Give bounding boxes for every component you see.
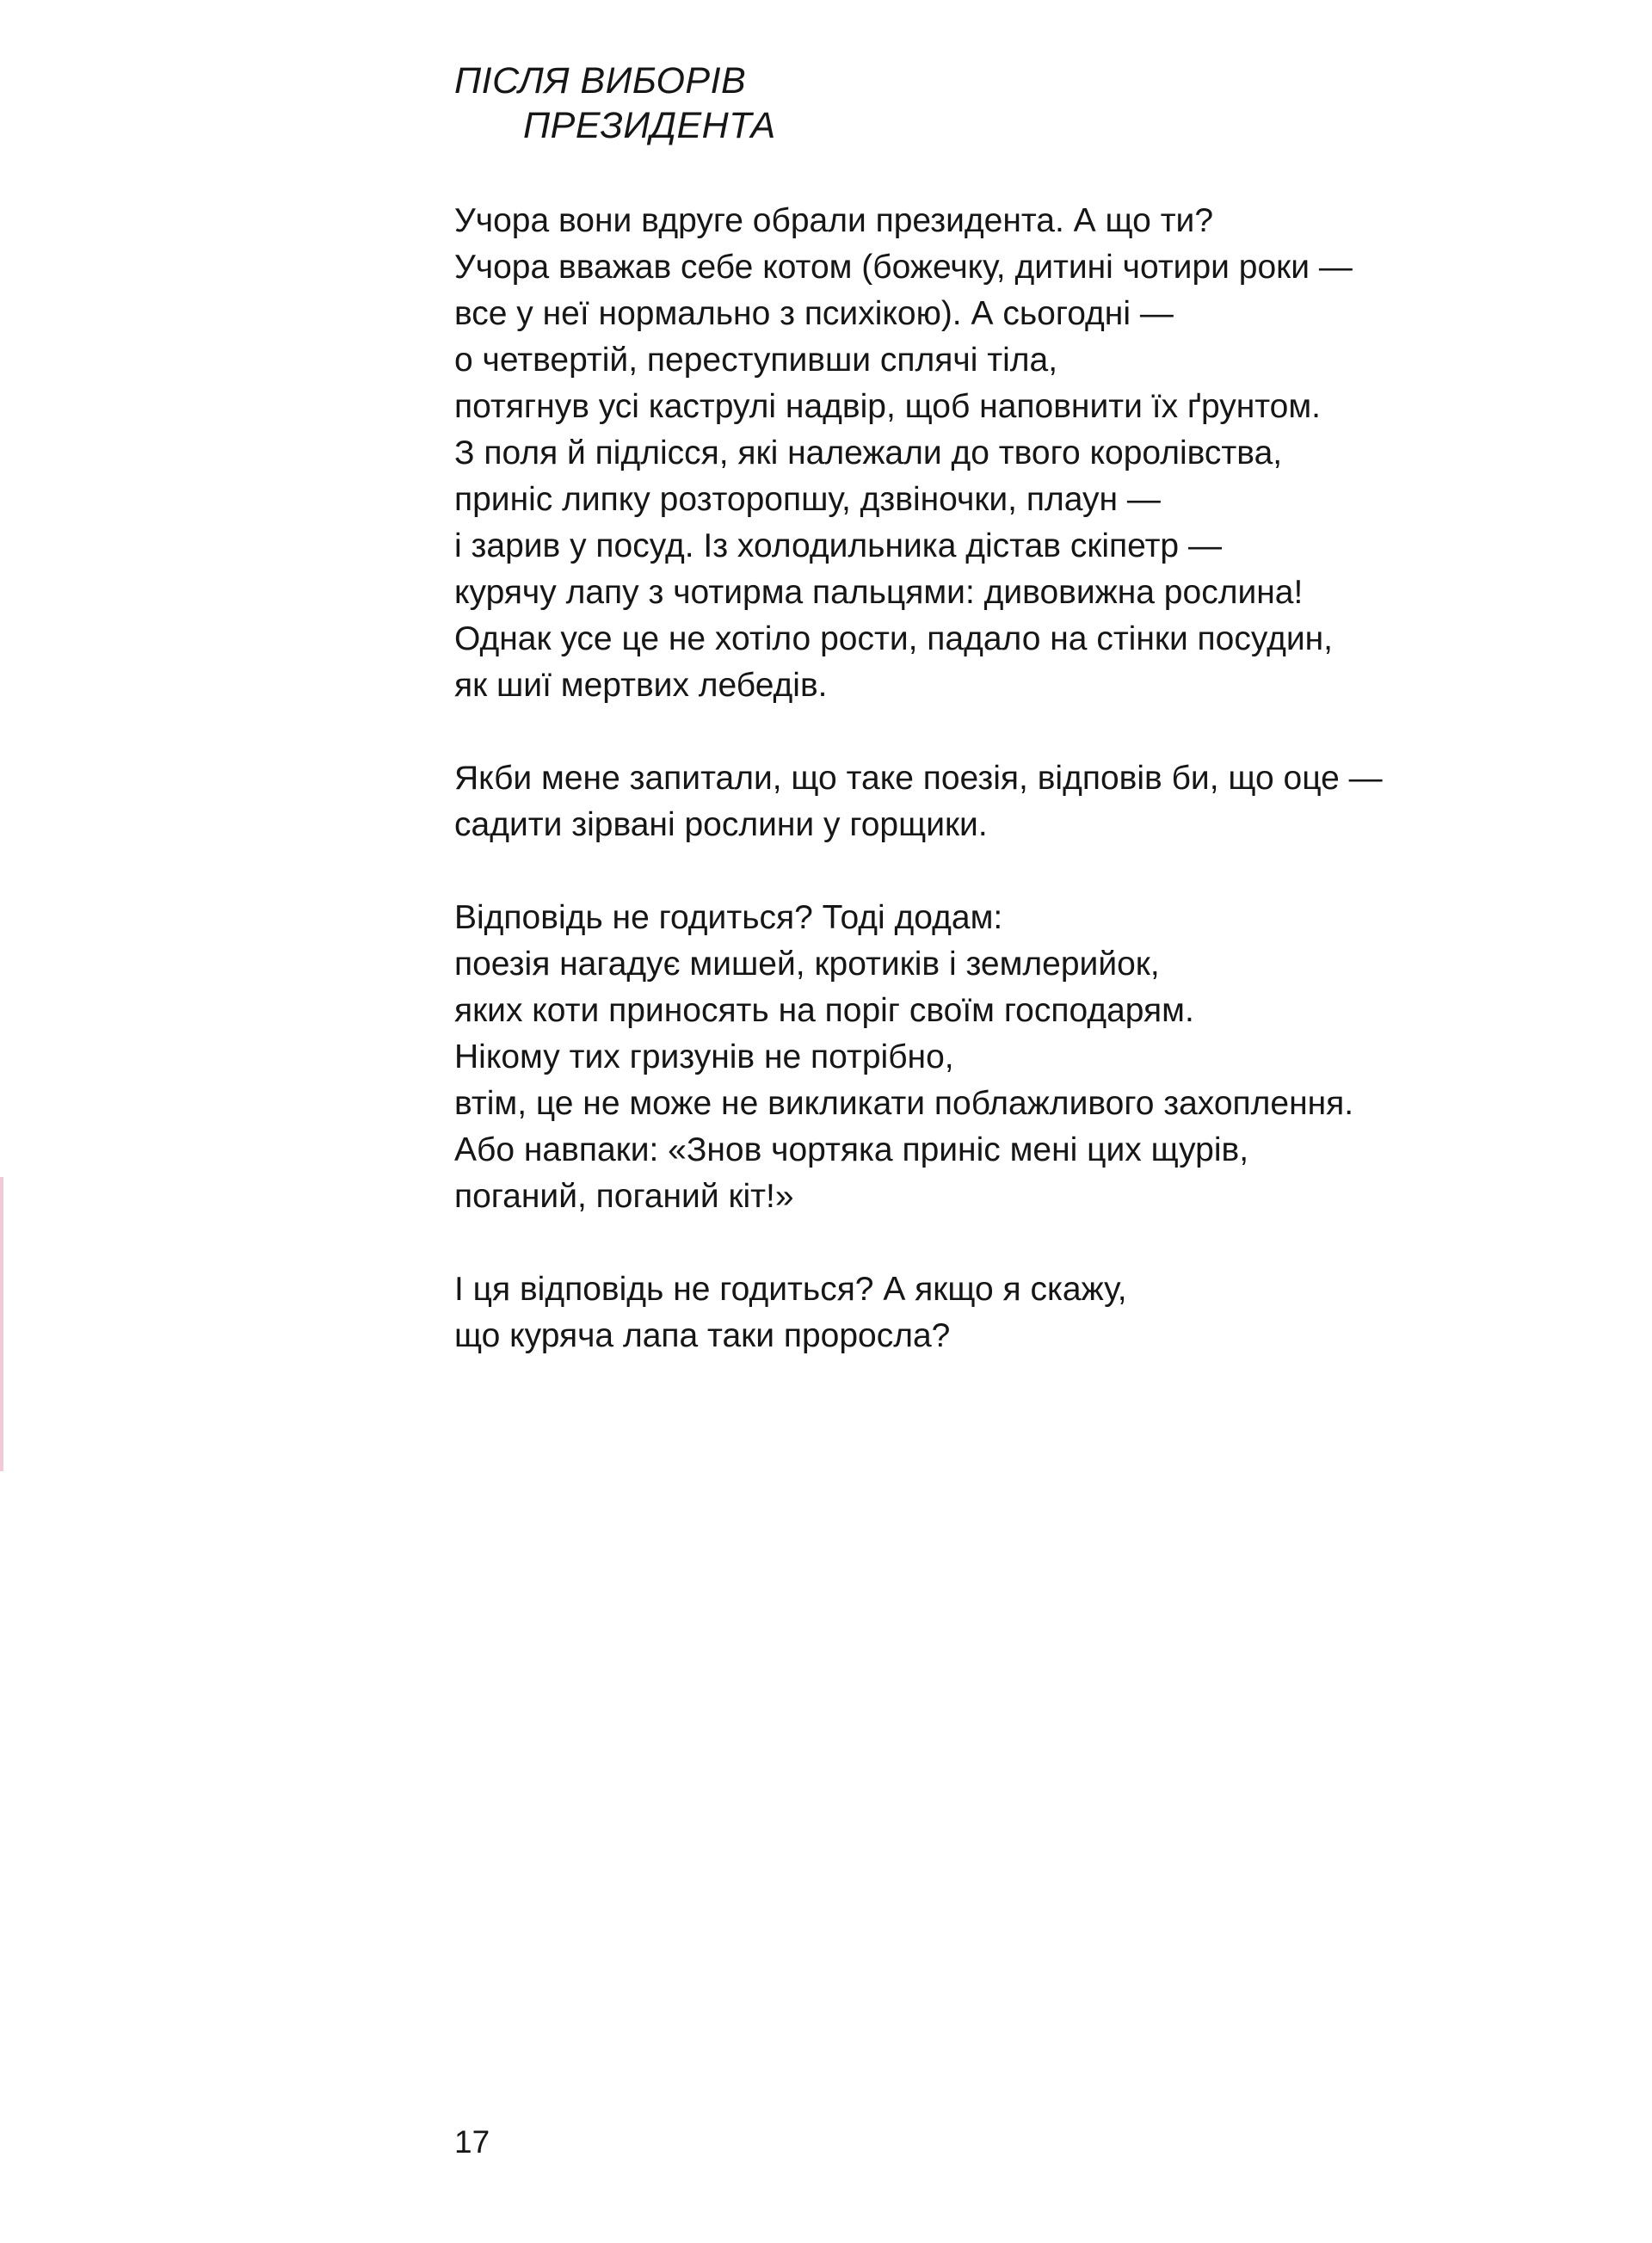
verse-line: курячу лапу з чотирма пальцями: дивовижна рослина!	[454, 574, 1304, 611]
verse-line: втім, це не може не викликати поблажливого захоплення.	[454, 1085, 1354, 1122]
verse-line: садити зірвані рослини у горщики.	[454, 806, 988, 843]
verse-line: потягнув усі каструлі надвір, щоб наповнити їх ґрунтом.	[454, 388, 1321, 425]
verse-line: І ця відповідь не годиться? А якщо я скажу,	[454, 1271, 1127, 1308]
verse-line: Або навпаки: «Знов чортяка приніс мені цих щурів,	[454, 1131, 1249, 1168]
page-edge-mark	[0, 1177, 3, 1471]
poem-body	[454, 198, 1573, 1406]
verse-line: Відповідь не годиться? Тоді додам:	[454, 899, 1003, 936]
verse-line: поезія нагадує мишей, кротиків і землерийок,	[454, 946, 1160, 983]
verse-line: Нікому тих гризунів не потрібно,	[454, 1038, 954, 1075]
stanza-2	[454, 755, 1573, 848]
verse-line: поганий, поганий кіт!»	[454, 1178, 794, 1215]
page-number: 17	[454, 2124, 490, 2160]
stanza-4	[454, 1266, 1573, 1359]
verse-line: о четвертій, переступивши сплячі тіла,	[454, 342, 1058, 379]
verse-line: Однак усе це не хотіло рости, падало на стінки посудин,	[454, 620, 1333, 657]
verse-line: все у неї нормально з психікою). А сьогодні —	[454, 295, 1174, 332]
verse-line: і зарив у посуд. Із холодильника дістав скіпетр —	[454, 527, 1222, 564]
verse-line: Якби мене запитали, що таке поезія, відповів би, що оце —	[454, 760, 1383, 797]
poem-title-line-1: ПІСЛЯ ВИБОРІВ	[454, 60, 747, 102]
verse-line: приніс липку розторопшу, дзвіночки, плаун —	[454, 481, 1161, 518]
verse-line: Учора вони вдруге обрали президента. А що ти?	[454, 202, 1214, 239]
verse-line: як шиї мертвих лебедів.	[454, 667, 828, 704]
stanza-1	[454, 198, 1573, 709]
verse-line: З поля й підлісся, які належали до твого королівства,	[454, 434, 1283, 471]
verse-line: що куряча лапа таки проросла?	[454, 1317, 951, 1354]
verse-line: Учора вважав себе котом (божечку, дитині чотири роки —	[454, 249, 1353, 286]
poem-title-line-2: ПРЕЗИДЕНТА	[523, 105, 776, 146]
stanza-3	[454, 895, 1573, 1220]
verse-line: яких коти приносять на поріг своїм господарям.	[454, 992, 1194, 1029]
poem-title	[454, 59, 776, 148]
